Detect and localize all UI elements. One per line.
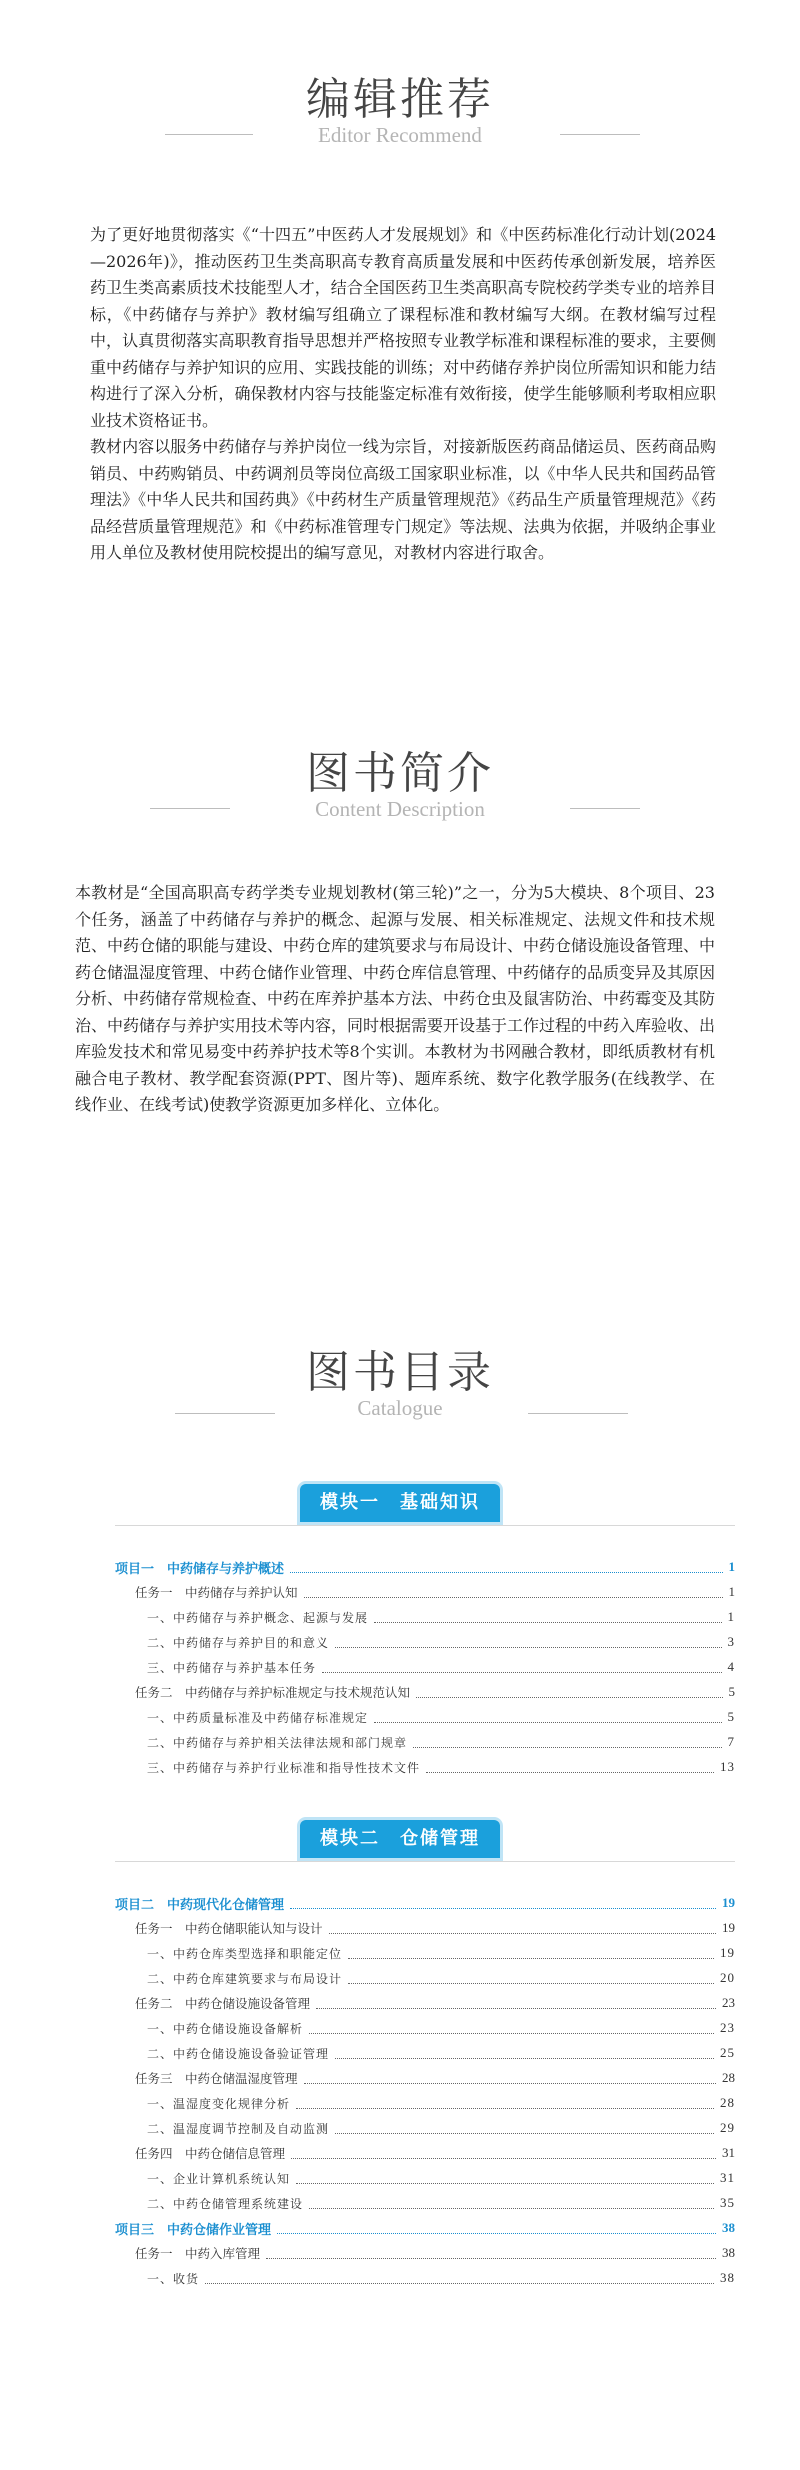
toc-entry-label: 二、温湿度调节控制及自动监测 (147, 2121, 330, 2136)
toc-entry-label: 项目一 中药储存与养护概述 (115, 1561, 285, 1577)
toc-entry-sub[interactable] (115, 2118, 735, 2138)
toc-entry-sub[interactable] (115, 2018, 735, 2038)
toc-entry-label: 任务二 中药仓储设施设备管理 (135, 1996, 311, 2011)
header-line-left (165, 134, 253, 135)
toc-entry-label: 一、收货 (147, 2271, 200, 2286)
toc-entry-sub[interactable] (115, 1968, 735, 1988)
toc-entry-label: 任务一 中药入库管理 (135, 2246, 261, 2261)
toc-entry-sub[interactable] (115, 2193, 735, 2213)
toc-leader-dots (266, 2248, 716, 2259)
toc-page-number: 38 (722, 2220, 735, 2235)
toc-leader-dots (205, 2273, 714, 2284)
toc-entry-label: 一、中药储存与养护概念、起源与发展 (147, 1610, 369, 1625)
content-text (75, 880, 715, 1119)
toc-leader-dots (290, 1898, 716, 1909)
toc-page-number: 19 (722, 1920, 735, 1935)
toc-page-number: 1 (727, 1609, 735, 1624)
toc-page-number: 1 (728, 1584, 735, 1599)
header-line-left (150, 808, 230, 809)
toc-leader-dots (291, 2148, 716, 2159)
toc-page-number: 5 (728, 1684, 735, 1699)
header-line-right (528, 1413, 628, 1414)
toc-entry-label: 任务一 中药储存与养护认知 (135, 1585, 298, 1600)
toc-page-number: 20 (720, 1970, 735, 1985)
toc-page-number: 19 (720, 1945, 735, 1960)
toc-page-number: 23 (720, 2020, 735, 2035)
toc-leader-dots (413, 1737, 721, 1748)
content-title: 图书简介 (306, 748, 494, 799)
toc-entry-sub[interactable] (115, 1943, 735, 1963)
toc-leader-dots (335, 1637, 721, 1648)
toc-leader-dots (316, 1998, 716, 2009)
toc-page-number: 38 (722, 2245, 735, 2260)
toc-entry-task[interactable] (115, 1918, 735, 1938)
toc-entry-task[interactable] (115, 1582, 735, 1602)
toc-leader-dots (309, 2023, 714, 2034)
toc-entry-label: 二、中药储存与养护目的和意义 (147, 1635, 330, 1650)
editor-text (90, 222, 716, 567)
toc-entry-label: 任务二 中药储存与养护标准规定与技术规范认知 (135, 1685, 411, 1700)
toc-page-number: 3 (727, 1634, 735, 1649)
toc-entry-label: 二、中药储存与养护相关法律法规和部门规章 (147, 1735, 408, 1750)
header-line-left (175, 1413, 275, 1414)
toc-leader-dots (296, 2173, 714, 2184)
content-subtitle: Content Description (315, 797, 485, 821)
toc-entry-label: 三、中药储存与养护基本任务 (147, 1660, 317, 1675)
toc-entry-task[interactable] (115, 2068, 735, 2088)
toc-entry-sub[interactable] (115, 2268, 735, 2288)
toc-entry-label: 一、中药质量标准及中药储存标准规定 (147, 1710, 369, 1725)
toc-entry-label: 一、中药仓储设施设备解析 (147, 2021, 304, 2036)
toc-entry-sub[interactable] (115, 1632, 735, 1652)
toc-leader-dots (348, 1948, 714, 1959)
editor-section-header (0, 72, 800, 148)
module-rule (115, 1525, 735, 1526)
toc-page-number: 31 (720, 2170, 735, 2185)
toc-page-number: 25 (720, 2045, 735, 2060)
toc-entry-task[interactable] (115, 1993, 735, 2013)
toc-page-number: 19 (722, 1895, 735, 1910)
toc-entry-label: 二、中药仓储管理系统建设 (147, 2196, 304, 2211)
toc-leader-dots (374, 1712, 721, 1723)
content-paragraph: 本教材是“全国高职高专药学类专业规划教材(第三轮)”之一，分为5大模块、8个项目、23个任务，涵盖了中药储存与养护的概念、起源与发展、相关标准规定、法规文件和技术规范、中药仓储的职能与建设、中药仓库的建筑要求与布局设计、中药仓储设施设备管理、中药仓储温湿度管理、中药仓储作业管理、中药仓库信息管理、中药储存的品质变异及其原因分析、中药储存常规检查、中药在库养护基本方法、中药仓虫及鼠害防治、中药霉变及其防治、中药储存与养护实用技术等内容，同时根据需要开设基于工作过程的中药入库验收、出库验发技术和常见易变中药养护技术等8个实训。本教材为书网融合教材，即纸质教材有机融合电子教材、教学配套资源(PPT、图片等)、题库系统、数字化教学服务(在线教学、在线作业、在线考试)使教学资源更加多样化、立体化。 (75, 883, 716, 1114)
toc-leader-dots (296, 2098, 714, 2109)
toc-entry-label: 任务四 中药仓储信息管理 (135, 2146, 286, 2161)
module-rule (115, 1861, 735, 1862)
toc-entry-label: 二、中药仓储设施设备验证管理 (147, 2046, 330, 2061)
module-2-title: 模块二 仓储管理 (300, 1820, 500, 1858)
toc-entry-task[interactable] (115, 2143, 735, 2163)
toc-entry-label: 三、中药储存与养护行业标准和指导性技术文件 (147, 1760, 421, 1775)
editor-title: 编辑推荐 (306, 74, 494, 125)
toc-page-number: 31 (722, 2145, 735, 2160)
toc-entry-task[interactable] (115, 1682, 735, 1702)
catalogue-section-header (0, 1345, 800, 1421)
toc-entry-sub[interactable] (115, 2043, 735, 2063)
toc-entry-label: 一、企业计算机系统认知 (147, 2171, 291, 2186)
toc-entry-sub[interactable] (115, 1607, 735, 1627)
header-line-right (560, 134, 640, 135)
toc-entry-proj[interactable] (115, 2218, 735, 2238)
toc-entry-task[interactable] (115, 2243, 735, 2263)
toc-leader-dots (304, 2073, 716, 2084)
toc-page-number: 38 (720, 2270, 735, 2285)
toc-entry-label: 任务三 中药仓储温湿度管理 (135, 2071, 298, 2086)
toc-page-number: 29 (720, 2120, 735, 2135)
toc-leader-dots (374, 1612, 721, 1623)
toc-leader-dots (322, 1662, 721, 1673)
toc-leader-dots (348, 1973, 714, 1984)
toc-leader-dots (329, 1923, 716, 1934)
toc-entry-sub[interactable] (115, 1657, 735, 1677)
toc-page-number: 4 (727, 1659, 735, 1674)
toc-leader-dots (416, 1687, 722, 1698)
toc-entry-proj[interactable] (115, 1893, 735, 1913)
toc-leader-dots (309, 2198, 714, 2209)
editor-paragraph-2: 教材内容以服务中药储存与养护岗位一线为宗旨，对接新版医药商品储运员、医药商品购销员、中药购销员、中药调剂员等岗位高级工国家职业标准，以《中华人民共和国药品管理法》《中华人民共和国药典》《中药材生产质量管理规范》《药品生产质量管理规范》《药品经营质量管理规范》和《中药标准管理专门规定》等法规、法典为依据，并吸纳企事业用人单位及教材使用院校提出的编写意见，对教材内容进行取舍。 (90, 437, 716, 562)
toc-page-number: 28 (720, 2095, 735, 2110)
toc-entry-proj[interactable] (115, 1557, 735, 1577)
toc-leader-dots (335, 2123, 714, 2134)
catalogue-title: 图书目录 (306, 1347, 494, 1398)
toc-leader-dots (304, 1587, 723, 1598)
toc-leader-dots (277, 2223, 716, 2234)
toc-page-number: 35 (720, 2195, 735, 2210)
toc-entry-sub[interactable] (115, 1757, 735, 1777)
editor-paragraph-1: 为了更好地贯彻落实《“十四五”中医药人才发展规划》和《中医药标准化行动计划(2024—2026年)》，推动医药卫生类高职高专教育高质量发展和中医药传承创新发展，培养医药卫生类高素质技术技能型人才，结合全国医药卫生类高职高专院校药学类专业的培养目标，《中药储存与养护》教材编写组确立了课程标准和教材编写大纲。在教材编写过程中，认真贯彻落实高职教育指导思想并严格按照专业教学标准和课程标准的要求，主要侧重中药储存与养护知识的应用、实践技能的训练；对中药储存养护岗位所需知识和能力结构进行了深入分析，确保教材内容与技能鉴定标准有效衔接，使学生能够顺利考取相应职业技术资格证书。 (90, 225, 716, 430)
editor-subtitle: Editor Recommend (318, 123, 482, 147)
module-header (0, 1816, 800, 1862)
toc-entry-label: 项目二 中药现代化仓储管理 (115, 1897, 285, 1913)
toc-entry-label: 一、温湿度变化规律分析 (147, 2096, 291, 2111)
module-1-title: 模块一 基础知识 (300, 1484, 500, 1522)
toc-entry-label: 二、中药仓库建筑要求与布局设计 (147, 1971, 343, 1986)
toc-page-number: 13 (720, 1759, 735, 1774)
toc-page-number: 5 (727, 1709, 735, 1724)
toc-leader-dots (290, 1562, 722, 1573)
toc-entry-sub[interactable] (115, 2168, 735, 2188)
toc-entry-label: 任务一 中药仓储职能认知与设计 (135, 1921, 323, 1936)
toc-page-number: 7 (727, 1734, 735, 1749)
header-line-right (570, 808, 640, 809)
toc-entry-sub[interactable] (115, 1707, 735, 1727)
content-section-header (0, 746, 800, 822)
toc-entry-label: 一、中药仓库类型选择和职能定位 (147, 1946, 343, 1961)
toc-entry-label: 项目三 中药仓储作业管理 (115, 2222, 272, 2238)
toc-page-number: 28 (722, 2070, 735, 2085)
toc-page-number: 23 (722, 1995, 735, 2010)
toc-leader-dots (335, 2048, 714, 2059)
catalogue-subtitle: Catalogue (357, 1396, 443, 1420)
toc-entry-sub[interactable] (115, 2093, 735, 2113)
toc-page-number: 1 (728, 1559, 735, 1574)
toc-entry-sub[interactable] (115, 1732, 735, 1752)
toc-leader-dots (426, 1762, 714, 1773)
module-header (0, 1480, 800, 1526)
